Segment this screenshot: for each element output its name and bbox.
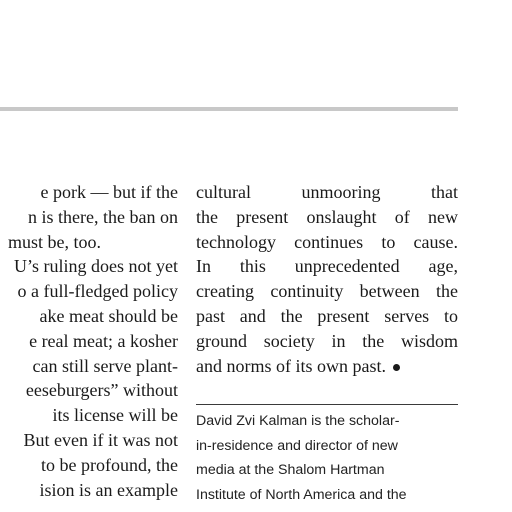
left-line: e real meat; a kosher: [29, 330, 178, 351]
right-line: cultural unmooring that: [196, 182, 458, 202]
end-mark-icon: [393, 364, 400, 371]
right-line: technology continues to cause.: [196, 231, 458, 252]
right-line: In this unprecedented age,: [196, 256, 458, 277]
left-line: its license will be: [52, 405, 178, 426]
bio-divider: [196, 404, 458, 405]
left-column: [0, 180, 178, 502]
left-line: to be profound, the: [41, 454, 178, 475]
bio-line: media at the Shalom Hartman: [196, 462, 385, 478]
left-line: must be, too.: [8, 231, 101, 252]
section-divider: [0, 107, 458, 111]
bio-line: David Zvi Kalman is the scholar-: [196, 413, 400, 429]
right-column: [196, 180, 458, 378]
right-line-final: [196, 354, 458, 379]
left-line: ake meat should be: [39, 305, 178, 326]
left-line: e pork — but if the: [40, 182, 178, 202]
left-line: But even if it was not: [23, 429, 178, 450]
left-line: eeseburgers” without: [25, 380, 178, 401]
left-line: o a full-fledged policy: [17, 281, 178, 302]
left-line: ision is an example: [39, 479, 178, 500]
bio-line: in-residence and director of new: [196, 437, 398, 454]
right-line: past and the present serves to: [196, 305, 458, 326]
author-bio: [196, 409, 458, 507]
right-line: the present onslaught of new: [196, 206, 458, 227]
left-line: can still serve plant-: [32, 355, 178, 376]
right-line: creating continuity between the: [196, 281, 458, 302]
left-line: U’s ruling does not yet: [14, 256, 178, 277]
right-line-text: and norms of its own past.: [196, 355, 386, 376]
bio-line: Institute of North America and the: [196, 486, 407, 503]
right-line: ground society in the wisdom: [196, 330, 458, 351]
left-line: n is there, the ban on: [28, 206, 178, 227]
